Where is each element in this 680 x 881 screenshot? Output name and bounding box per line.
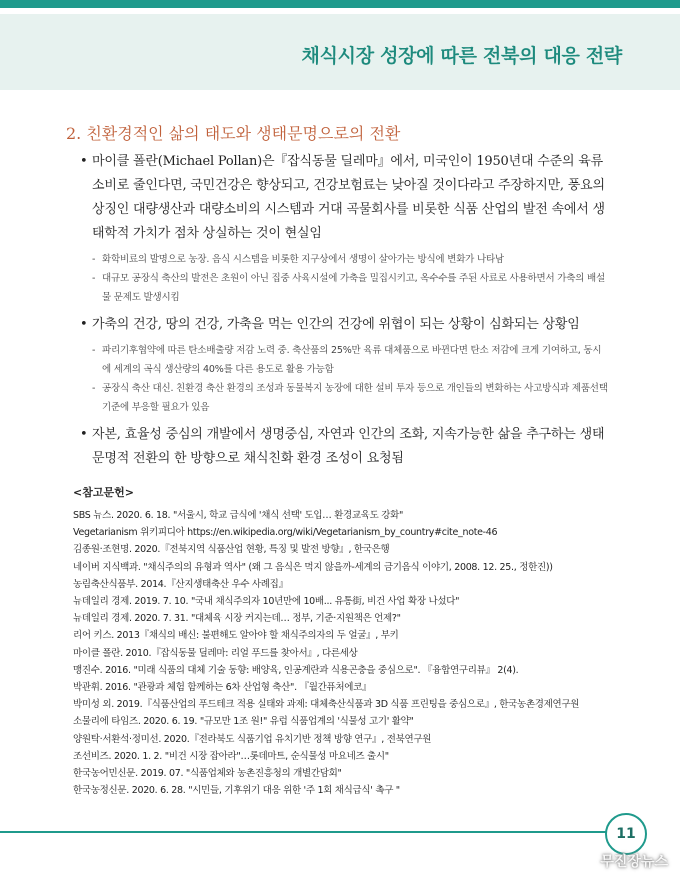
sub-text: 화학비료의 발명으로 농장. 음식 시스템을 비롯한 지구상에서 생명이 살아가는 방식에 변화가 나타남 [102, 254, 504, 265]
bullet-text: 마이클 폴란(Michael Pollan)은『잡식동물 딜레마』에서, 미국인이 1950년대 수준의 육류소비로 줄인다면, 국민건강은 향상되고, 건강보험료는 낮아질 것이다라고 주장하지만, 풍요의 상징인 대량생산과 대량소비의 시스템과 거대 곡물회사를 비롯한 식품 산업의 발전 속에서 생태학적 가치가 점차 상실하는 것이 현실임 [92, 154, 605, 241]
watermark: 무진장뉴스 [600, 854, 668, 870]
reference-item: 네이버 지식백과. "채식주의의 유형과 역사" (왜 그 음식은 먹지 않을까-세계의 금기음식 이야기, 2008. 12. 25., 정한진)) [73, 561, 553, 573]
sub-item [92, 379, 610, 417]
references-title: <참고문헌> [73, 486, 134, 499]
sub-item [92, 250, 610, 269]
dash-icon: - [92, 254, 96, 265]
bullet-dot-icon: • [80, 427, 88, 442]
reference-item: 농림축산식품부. 2014.『산지생태축산 우수 사례집』 [73, 578, 288, 590]
page-number: 11 [605, 813, 647, 855]
sub-list [92, 341, 610, 417]
bullet-item [80, 150, 610, 246]
body-content [80, 150, 610, 475]
sub-text: 공장식 축산 대신. 친환경 축산 환경의 조성과 동물복지 농장에 대한 설비 투자 등으로 개인들의 변화하는 사고방식과 제품선택 기준에 부응할 필요가 있음 [102, 383, 608, 413]
dash-icon: - [92, 345, 96, 356]
sub-item [92, 269, 610, 307]
dash-icon: - [92, 383, 96, 394]
bullet-dot-icon: • [80, 317, 88, 332]
section-title: 2. 친환경적인 삶의 태도와 생태문명으로의 전환 [66, 124, 401, 143]
reference-item: 마이클 폴란. 2010.『잡식동물 딜레마: 리얼 푸드를 찾아서』, 다른세상 [73, 647, 358, 659]
reference-item: 조선비즈. 2020. 1. 2. "비건 시장 잡아라"…롯데마트, 순식물성 마요네즈 출시" [73, 750, 389, 762]
reference-item: 한국농정신문. 2020. 6. 28. "시민들, 기후위기 대응 위한 '주 1회 채식급식' 촉구 " [73, 785, 400, 797]
reference-item: 맹진수. 2016. "미래 식품의 대체 기술 동향: 배양육, 인공계란과 식용곤충을 중심으로". 『융합연구리뷰』 2(4). [73, 664, 519, 676]
reference-item: 박미성 외. 2019.『식품산업의 푸드테크 적용 실태와 과제: 대체축산식품과 3D 식품 프린팅을 중심으로』, 한국농촌경제연구원 [73, 699, 580, 711]
top-accent-bar [0, 0, 680, 8]
reference-item: SBS 뉴스. 2020. 6. 18. "서울시, 학교 급식에 '채식 선택' 도입… 환경교육도 강화" [73, 510, 404, 521]
reference-item: 양원탁·서환석·정미선. 2020.『전라북도 식품기업 유치기반 정책 방향 연구』, 전북연구원 [73, 733, 432, 745]
sub-text: 파리기후협약에 따른 탄소배출량 저감 노력 중. 축산품의 25%만 육류 대체품으로 바뀐다면 탄소 저감에 크게 기여하고, 동시에 세계의 곡식 생산량의 40%를 다른 용도로 활용 가능함 [102, 345, 602, 375]
references-section [73, 484, 633, 799]
reference-item: Vegetarianism 위키피디아 https://en.wikipedia.org/wiki/Vegetarianism_by_country#cite_note-46 [73, 527, 498, 539]
sub-text: 대규모 공장식 축산의 발전은 초원이 아닌 집중 사육시설에 가축을 밀집시키고, 옥수수를 주된 사료로 사용하면서 가축의 배설물 문제도 발생시킴 [102, 273, 605, 303]
reference-item: 뉴데일리 경제. 2019. 7. 10. "국내 채식주의자 10년만에 10배... 유통街, 비건 사업 확장 나섰다" [73, 596, 460, 608]
page-header [0, 14, 680, 90]
bullet-dot-icon: • [80, 154, 88, 169]
reference-item: 박관휘. 2016. "관광과 체험 함께하는 6차 산업형 축산". 『월간퓨처에코』 [73, 682, 372, 694]
reference-item: 한국농어민신문. 2019. 07. "식품업체와 농촌진흥청의 개별간담회" [73, 768, 342, 780]
dash-icon: - [92, 273, 96, 284]
bullet-item [80, 423, 610, 471]
bullet-text: 가축의 건강, 땅의 건강, 가축을 먹는 인간의 건강에 위협이 되는 상황이 심화되는 상황임 [92, 317, 580, 332]
sub-list [92, 250, 610, 307]
bullet-text: 자본, 효율성 중심의 개발에서 생명중심, 자연과 인간의 조화, 지속가능한 삶을 추구하는 생태문명적 전환의 한 방향으로 채식친화 환경 조성이 요청됨 [92, 427, 605, 466]
reference-item: 뉴데일리 경제. 2020. 7. 31. "대체육 시장 커지는데… 정부, 기준·지원책은 언제?" [73, 613, 401, 625]
sub-item [92, 341, 610, 379]
bullet-item [80, 313, 610, 337]
footer-line [0, 831, 606, 833]
reference-item: 리어 키스. 2013『채식의 배신: 불편해도 알아야 할 채식주의자의 두 얼굴』, 부키 [73, 630, 399, 642]
reference-item: 소물리에 타임즈. 2020. 6. 19. "규모만 1조 원!" 유럽 식품업계의 '식물성 고기' 활약" [73, 716, 414, 728]
reference-item: 김종원·조현명. 2020.『전북지역 식품산업 현황, 특징 및 발전 방향』, 한국은행 [73, 544, 390, 556]
header-title: 채식시장 성장에 따른 전북의 대응 전략 [301, 45, 622, 67]
